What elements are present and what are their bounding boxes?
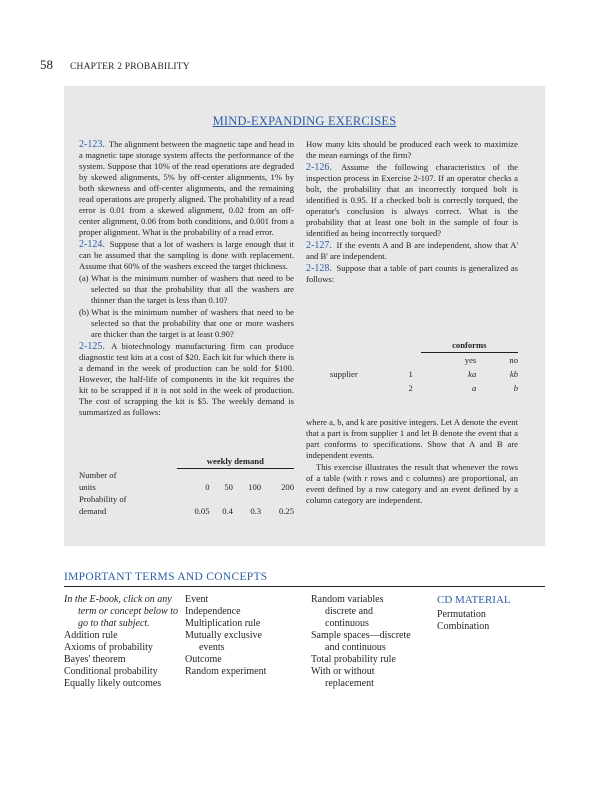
term-link[interactable]: Equally likely outcomes [64,678,162,689]
row-label: Probability of [79,493,127,504]
table-cell: 1 [408,369,413,379]
page-number: 58 [40,57,53,72]
table-cell: 0.25 [278,505,294,516]
term-link[interactable]: Random variables [311,594,384,605]
table-cell: kb [509,369,518,379]
exercise-text: The alignment between the magnetic tape and head in a magnetic tape storage system affects the performance of the system. Suppose that 10% of the read operations are degraded by skewed alignments, 5% by off-center alignments, 1% by both skewness and off-center alignments, and the remaining read operations are properly aligned. The probability of a read error is 0.01 from a skewed alignment, 0.02 from an off-center alignment, 0.06 from both conditions, and 0.001 from a proper alignment. What is the probability of a read error. [79,139,295,237]
terms-section-title: IMPORTANT TERMS AND CONCEPTS [64,571,268,583]
item-text: What is the minimum number of washers that need to be selected so that the probability that all the washers are thinner than the target is less than 0.10? [91,273,294,305]
table-cell: 0.4 [222,505,233,516]
table-cell: b [513,383,518,393]
term-link[interactable]: discrete and [325,606,374,617]
exercise-text: Suppose that a lot of washers is large enough that it can be assumed that the sampling is done with replacement. Assume that 60% of the washers exceed the target thickness. [79,239,294,271]
table-cell: 0.05 [194,505,210,516]
page-header [40,57,190,73]
exercise-text: A biotechnology manufacturing firm can produce diagnostic test kits at a cost of $20. Each kit for which there is a demand in the week of production can be sold for $100. However, the half-life of components in the kit requires the kit to be scrapped if it is not sold in the week of production. The cost of scrapping the kit is $5. The weekly demand is summarized as follows: [79,341,294,417]
exercise-number: 2-125. [79,341,105,352]
exercise-2-127 [306,240,518,262]
paragraph: This exercise illustrates the result that whenever the rows of a table (with r rows and c columns) are proportional, an event defined by a row category and an event defined by a column category are independent. [306,462,518,505]
row-label: units [79,481,96,492]
term-link[interactable]: Permutation [437,609,486,620]
weekly-demand-table [79,455,294,517]
exercise-2-123 [79,139,294,238]
ebook-instruction: go to that subject. [78,618,150,629]
row-label: supplier [330,369,358,379]
divider [64,586,545,587]
term-link[interactable]: Combination [437,621,490,632]
term-link[interactable]: events [199,642,225,653]
box-title: MIND-EXPANDING EXERCISES [212,114,397,128]
table-row [79,481,294,493]
term-link[interactable]: Event [185,594,209,605]
table-row [79,505,294,517]
term-link[interactable]: Conditional probability [64,666,158,677]
term-link[interactable]: With or without [311,666,375,677]
exercise-text: Suppose that a table of part counts is generalized as follows: [306,263,518,284]
exercise-text: If the events A and B are independent, show that A' and B' are independent. [306,240,518,261]
terms-column-2 [185,594,266,678]
right-column-after-table [306,417,518,507]
term-link[interactable]: and continuous [325,642,386,653]
table-cell: 0.3 [250,505,262,516]
exercise-number: 2-124. [79,239,105,250]
paragraph: where a, b, and k are positive integers. Let A denote the event that a part is from supplier 1 and let B denote the event that a part conforms to specifications. Show that A and B are independent events. [306,417,518,460]
table-cell: 2 [408,383,413,393]
term-link[interactable]: Addition rule [64,630,118,641]
table-header: conforms [421,338,518,353]
term-link[interactable]: Axioms of probability [64,642,153,653]
table-header: weekly demand [177,455,294,469]
exercise-number: 2-126. [306,162,332,173]
exercise-2-124 [79,239,294,272]
exercise-2-126 [306,162,518,239]
term-link[interactable]: Sample spaces—discrete [311,630,411,641]
item-label: (a) [79,273,89,283]
term-link[interactable]: Multiplication rule [185,618,261,629]
item-text: What is the minimum number of washers that need to be selected so that the probability that one or more washers are thicker than the target is at least 0.90? [91,307,294,339]
right-column [306,139,518,286]
exercise-number: 2-128. [306,263,332,274]
term-link[interactable]: Random experiment [185,666,267,677]
term-link[interactable]: Outcome [185,654,222,665]
exercise-2-128 [306,263,518,285]
cd-material-title: CD MATERIAL [437,594,511,606]
table-cell: 50 [224,481,233,492]
terms-column-3 [311,594,411,690]
table-row [330,367,518,381]
supplier-conforms-table [330,338,518,395]
table-cell: 100 [248,481,262,492]
term-link[interactable]: Independence [185,606,241,617]
ebook-instruction: term or concept below to [78,606,178,617]
exercise-number: 2-123. [79,139,105,150]
term-link[interactable]: replacement [325,678,374,689]
column-header: no [509,355,518,365]
exercise-2-125-continued: How many kits should be produced each week to maximize the mean earnings of the firm? [306,139,518,160]
term-link[interactable]: Bayes' theorem [64,654,126,665]
row-label: demand [79,505,107,516]
exercise-2-125 [79,341,294,418]
table-cell: a [471,383,477,393]
left-column [79,139,294,419]
term-link[interactable]: Total probability rule [311,654,396,665]
terms-column-4 [437,594,511,633]
term-link[interactable]: continuous [325,618,369,629]
table-cell: 200 [281,481,294,492]
row-label: Number of [79,469,117,480]
item-label: (b) [79,307,90,317]
column-header: yes [464,355,477,365]
table-row [330,381,518,395]
exercise-number: 2-127. [306,240,332,251]
exercise-2-124-b [79,307,294,340]
ebook-instruction: In the E-book, click on any [64,594,172,605]
chapter-title: CHAPTER 2 PROBABILITY [70,62,190,72]
exercise-text: Assume the following characteristics of the inspection process in Exercise 2-107. If an operator checks a bolt, the probability that an incorrectly torqued bolt is identified is 0.95. If a checked bolt is correctly torqued, the operator's conclusion is always correct. What is the probability that at least one bolt in the sample of four is identified as being incorrectly torqued? [306,162,518,238]
terms-column-1 [64,594,178,690]
term-link[interactable]: Mutually exclusive [185,630,262,641]
table-cell: ka [468,369,477,379]
table-cell: 0 [205,481,210,492]
exercise-2-124-a [79,273,294,306]
